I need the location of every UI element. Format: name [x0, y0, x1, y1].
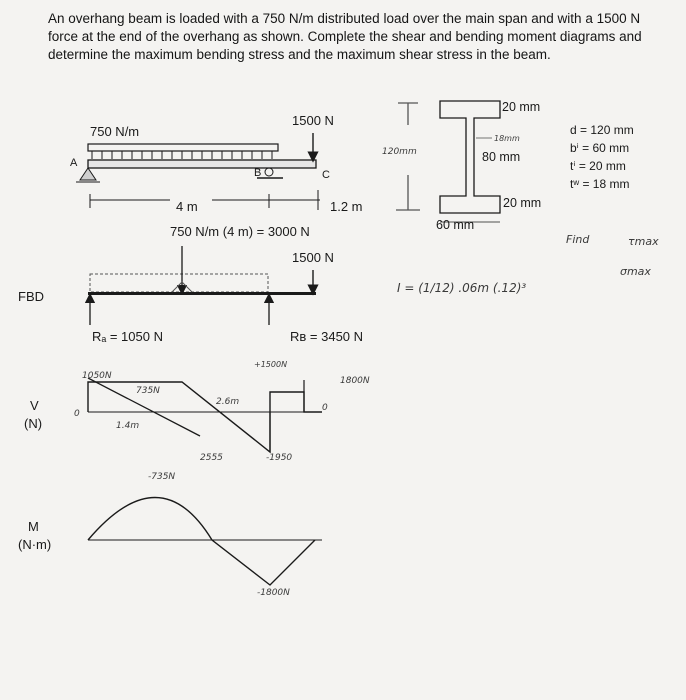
dimension-line	[90, 190, 320, 210]
point-load-label: 1500 N	[292, 113, 334, 128]
width-dim: 60 mm	[436, 218, 475, 232]
label-a: A	[70, 157, 78, 169]
prop-tf: tⁱ = 20 mm	[570, 159, 626, 173]
prop-bf: bⁱ = 60 mm	[570, 141, 630, 155]
web-height-dim: 80 mm	[482, 150, 521, 164]
span-main-label: 4 m	[176, 199, 198, 214]
shear-line	[88, 382, 322, 452]
hand-2555: 2555	[200, 453, 223, 463]
span-overhang-label: 1.2 m	[330, 199, 363, 214]
flange-top-dim: 20 mm	[502, 100, 541, 114]
dist-load-box	[88, 144, 278, 151]
hand-120mm: 120mm	[382, 147, 417, 157]
hand-zero-b: 0	[322, 403, 328, 413]
hand-inertia: I = (1/12) .06m (.12)³	[397, 281, 527, 295]
dashed-load-area	[90, 274, 268, 292]
moment-curve	[88, 498, 315, 586]
resultant-label: 750 N/m (4 m) = 3000 N	[170, 224, 310, 239]
hand-tau-max: τmax	[628, 235, 659, 248]
problem-statement: An overhang beam is loaded with a 750 N/m distributed load over the main span and with a 1500 N force at the end of the overhang as shown. Complete the shear and bending moment diagrams and determine the maximum bending stress and the maximum shear stress in the beam.	[48, 11, 642, 62]
dist-load-label: 750 N/m	[90, 124, 140, 139]
hand-moment-min: -1800N	[257, 588, 290, 598]
hand-plus1500: +1500N	[254, 360, 288, 369]
free-body-diagram	[18, 224, 363, 344]
hand-neg1950: -1950	[266, 453, 293, 463]
reaction-a-label: Rₐ = 1050 N	[92, 329, 163, 344]
shear-axis-unit: (N)	[24, 416, 43, 431]
fbd-label: FBD	[18, 289, 44, 304]
cross-section	[382, 100, 659, 295]
moment-axis-unit: (N·m)	[18, 537, 52, 552]
hand-sigma-max: σmax	[620, 265, 651, 278]
hand-2-6m: 2.6m	[216, 397, 240, 407]
roller-support-b	[265, 168, 273, 176]
hand-neg735: -735N	[148, 472, 176, 482]
hand-1800: 1800N	[340, 376, 370, 386]
prop-tw: tʷ = 18 mm	[570, 177, 630, 191]
flange-bottom-dim: 20 mm	[503, 196, 542, 210]
beam	[88, 160, 316, 168]
reaction-b-label: Rʙ = 3450 N	[290, 329, 364, 344]
beam-diagram	[70, 113, 363, 214]
dist-load-arrows	[92, 151, 272, 159]
label-b: B	[254, 167, 262, 179]
moment-diagram	[18, 498, 322, 599]
hand-find: Find	[566, 233, 590, 246]
hand-735: 735N	[136, 386, 160, 396]
hand-18mm: 18mm	[494, 134, 520, 143]
shear-diagram	[24, 360, 370, 482]
pin-support-a	[80, 168, 96, 180]
moment-axis-label: M	[28, 519, 39, 534]
fbd-beam	[88, 292, 316, 295]
prop-d: d = 120 mm	[570, 123, 634, 137]
shear-axis-label: V	[30, 398, 39, 413]
hand-1-4m: 1.4m	[116, 421, 140, 431]
fbd-point-load-label: 1500 N	[292, 250, 334, 265]
label-c: C	[322, 169, 330, 181]
hand-zero: 0	[74, 409, 80, 419]
hand-1050: 1050N	[82, 371, 112, 381]
